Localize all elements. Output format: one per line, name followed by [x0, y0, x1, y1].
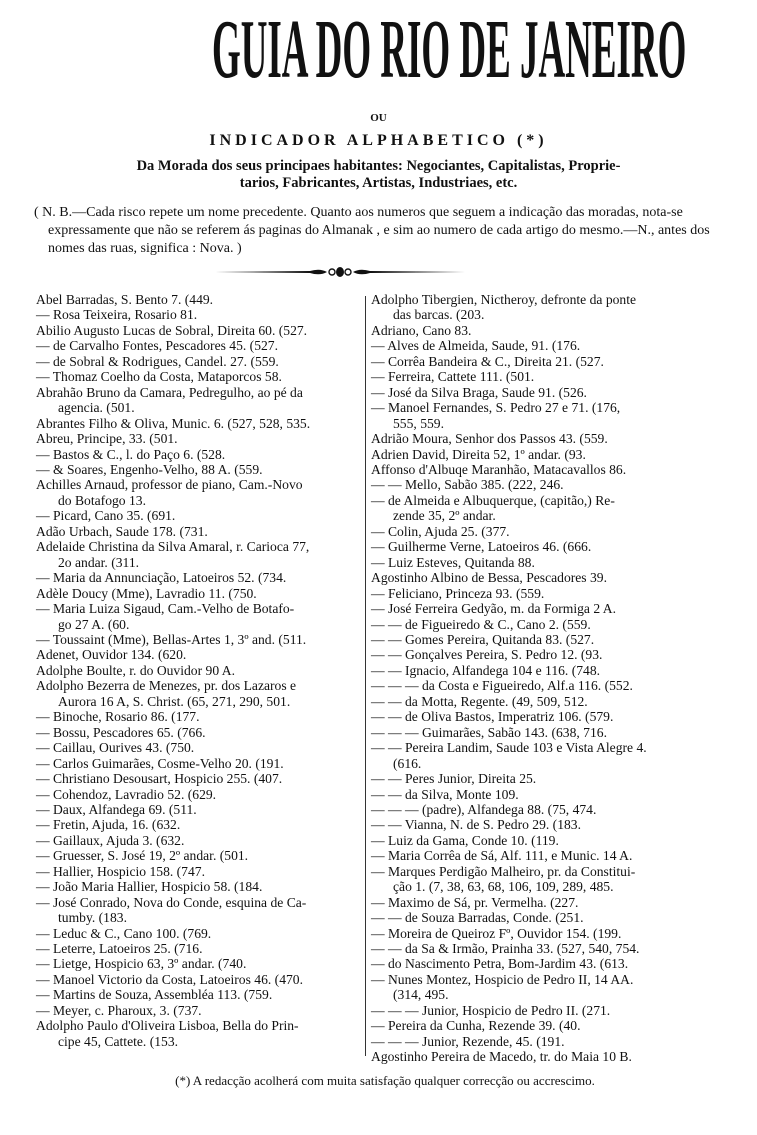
directory-entry [36, 570, 360, 585]
directory-entry [36, 586, 360, 601]
directory-entry [371, 524, 747, 539]
directory-entry [36, 725, 360, 740]
subtitle-line: Da Morada dos seus principaes habitantes: Negociantes, Capitalistas, Proprie- [136, 158, 621, 174]
entry-line: — Corrêa Bandeira & C., Direita 21. (527. [371, 353, 604, 369]
directory-entry [36, 756, 360, 771]
entry-line: — Martins de Souza, Assembléa 113. (759. [36, 987, 273, 1003]
entry-line: — Luiz Esteves, Quitanda 88. [371, 554, 535, 570]
entry-continuation: 555, 559. [393, 415, 444, 431]
entry-line: — de Carvalho Fontes, Pescadores 45. (527. [36, 338, 278, 354]
directory-entry [36, 771, 360, 786]
directory-entry [36, 787, 360, 802]
directory-entry [371, 941, 747, 956]
entry-line: Adolpho Paulo d'Oliveira Lisboa, Bella do Prin- [36, 1018, 299, 1034]
directory-entry [36, 307, 360, 322]
directory-entry [36, 848, 360, 863]
directory-entry [371, 385, 747, 400]
entry-line: — Guilherme Verne, Latoeiros 46. (666. [371, 539, 592, 555]
directory-entry [36, 1018, 360, 1049]
entry-line: — — da Silva, Monte 109. [371, 786, 519, 802]
entry-line: — — Mello, Sabão 385. (222, 246. [371, 477, 564, 493]
entry-line: — Carlos Guimarães, Cosme-Velho 20. (191. [36, 755, 284, 771]
entry-line: — Cohendoz, Lavradio 52. (629. [36, 786, 217, 802]
directory-entry [371, 895, 747, 910]
entry-line: Adrien David, Direita 52, 1º andar. (93. [371, 446, 586, 462]
directory-entry [36, 941, 360, 956]
directory-entry [36, 833, 360, 848]
directory-entry [36, 292, 360, 307]
entry-line: — Caillau, Ourives 43. (750. [36, 740, 195, 756]
directory-entry [371, 956, 747, 971]
entry-line: Adrião Moura, Senhor dos Passos 43. (559. [371, 431, 608, 447]
entry-line: — de Almeida e Albuquerque, (capitão,) Re- [371, 492, 615, 508]
entry-line: — — de Souza Barradas, Conde. (251. [371, 910, 584, 926]
entry-line: Agostinho Albino de Bessa, Pescadores 39. [371, 570, 607, 586]
entry-line: — & Soares, Engenho-Velho, 88 A. (559. [36, 461, 263, 477]
entry-continuation: das barcas. (203. [393, 307, 485, 323]
directory-entry [36, 740, 360, 755]
entry-line: — Moreira de Queiroz Fº, Ouvidor 154. (199. [371, 925, 622, 941]
directory-entry [36, 354, 360, 369]
section-heading: INDICADOR ALPHABETICO (*) [209, 132, 548, 149]
directory-entry [371, 709, 747, 724]
entry-line: — Colin, Ajuda 25. (377. [371, 523, 510, 539]
directory-entry [371, 632, 747, 647]
directory-entry [371, 647, 747, 662]
entry-line: — — — Junior, Hospicio de Pedro II. (271. [371, 1002, 611, 1018]
entry-line: Abrantes Filho & Oliva, Munic. 6. (527, 528, 535. [36, 415, 311, 431]
directory-entry [371, 1034, 747, 1049]
entry-line: — Pereira da Cunha, Rezende 39. (40. [371, 1018, 581, 1034]
entry-line: Abreu, Principe, 33. (501. [36, 431, 178, 447]
entry-line: — — de Figueiredo & C., Cano 2. (559. [371, 616, 591, 632]
directory-entry [36, 323, 360, 338]
directory-entry [371, 926, 747, 941]
directory-entry [36, 678, 360, 709]
entry-line: — Gruesser, S. José 19, 2º andar. (501. [36, 848, 249, 864]
footnote: (*) A redacção acolherá com muita satisfação qualquer correcção ou accrescimo. [175, 1073, 595, 1088]
directory-entry [371, 369, 747, 384]
directory-entry [371, 539, 747, 554]
entry-continuation: Aurora 16 A, S. Christ. (65, 271, 290, 501. [58, 693, 291, 709]
entry-line: — — Gomes Pereira, Quitanda 83. (527. [371, 631, 595, 647]
directory-entry [36, 972, 360, 987]
directory-entry [36, 524, 360, 539]
directory-entry [371, 864, 747, 895]
entry-line: — Christiano Desousart, Hospicio 255. (407. [36, 771, 283, 787]
entry-continuation: go 27 A. (60. [58, 616, 130, 632]
entry-line: — de Sobral & Rodrigues, Candel. 27. (559. [36, 353, 279, 369]
directory-entry [36, 477, 360, 508]
directory-entry [36, 895, 360, 926]
directory-entry [36, 987, 360, 1002]
directory-entry [371, 292, 747, 323]
entry-line: — Hallier, Hospicio 158. (747. [36, 863, 205, 879]
directory-entry [371, 972, 747, 1003]
right-column [371, 292, 747, 1065]
directory-entry [36, 864, 360, 879]
directory-entry [371, 447, 747, 462]
entry-line: — José Ferreira Gedyão, m. da Formiga 2 A. [371, 601, 617, 617]
directory-entry [371, 570, 747, 585]
directory-entry [371, 617, 747, 632]
entry-line: — Binoche, Rosario 86. (177. [36, 709, 200, 725]
entry-continuation: (314, 495. [393, 987, 449, 1003]
directory-entry [371, 555, 747, 570]
entry-line: — Maria Corrêa de Sá, Alf. 111, e Munic. 14 A. [371, 848, 633, 864]
note-text: ( N. B.—Cada risco repete um nome precedente. Quanto aos numeros que seguem a indicação das moradas, nota-se expressamente que não se referem ás paginas do Almanak , e sim ao numero de cada artigo do mesmo.—N., antes dos nomes das ruas, significa : Nova. ) [34, 205, 710, 256]
directory-entry [36, 709, 360, 724]
entry-line: — Bossu, Pescadores 65. (766. [36, 724, 206, 740]
entry-continuation: ção 1. (7, 38, 63, 68, 106, 109, 289, 485. [393, 879, 614, 895]
directory-entry [371, 323, 747, 338]
directory-entry [36, 802, 360, 817]
entry-line: Achilles Arnaud, professor de piano, Cam.-Novo [36, 477, 303, 493]
editorial-note [34, 204, 739, 258]
ornament-divider [215, 266, 465, 278]
entry-line: — José da Silva Braga, Saude 91. (526. [371, 384, 587, 400]
entry-continuation: agencia. (501. [58, 400, 135, 416]
entry-line: — Thomaz Coelho da Costa, Mataporcos 58. [36, 369, 282, 385]
entry-line: Adão Urbach, Saude 178. (731. [36, 523, 208, 539]
directory-entry [371, 354, 747, 369]
entry-line: — — — Junior, Rezende, 45. (191. [371, 1033, 565, 1049]
directory-entry [36, 647, 360, 662]
directory-entry [371, 910, 747, 925]
directory-entry [36, 926, 360, 941]
directory-entry [36, 369, 360, 384]
entry-line: — Picard, Cano 35. (691. [36, 508, 176, 524]
entry-line: Agostinho Pereira de Macedo, tr. do Maia 10 B. [371, 1049, 632, 1065]
directory-entry [371, 771, 747, 786]
directory-entry [371, 817, 747, 832]
entry-continuation: cipe 45, Cattete. (153. [58, 1033, 179, 1049]
entry-line: Adenet, Ouvidor 134. (620. [36, 647, 187, 663]
entry-line: — Maximo de Sá, pr. Vermelha. (227. [371, 894, 579, 910]
directory-entry [371, 848, 747, 863]
entry-line: — Bastos & C., l. do Paço 6. (528. [36, 446, 226, 462]
directory-entry [371, 462, 747, 477]
directory-entry [371, 678, 747, 693]
entry-line: — Ferreira, Cattete 111. (501. [371, 369, 535, 385]
entry-line: Abilio Augusto Lucas de Sobral, Direita 60. (527. [36, 322, 308, 338]
entry-line: — — Gonçalves Pereira, S. Pedro 12. (93. [371, 647, 603, 663]
directory-entry [371, 787, 747, 802]
directory-entry [36, 817, 360, 832]
directory-entry [371, 833, 747, 848]
directory-entry [371, 663, 747, 678]
directory-entry [36, 539, 360, 570]
directory-entry [36, 447, 360, 462]
directory-entry [36, 1003, 360, 1018]
entry-line: — Feliciano, Princeza 93. (559. [371, 585, 545, 601]
entry-line: — Alves de Almeida, Saude, 91. (176. [371, 338, 581, 354]
entry-line: — Daux, Alfandega 69. (511. [36, 801, 197, 817]
entry-line: — José Conrado, Nova do Conde, esquina de Ca- [36, 894, 307, 910]
entry-line: Adriano, Cano 83. [371, 322, 472, 338]
directory-entry [36, 385, 360, 416]
entry-line: Adolphe Boulte, r. do Ouvidor 90 A. [36, 662, 235, 678]
entry-line: — — Vianna, N. de S. Pedro 29. (183. [371, 817, 581, 833]
title-conjunction: OU [370, 112, 387, 124]
directory-entry [36, 416, 360, 431]
entry-line: — Manoel Victorio da Costa, Latoeiros 46. (470. [36, 971, 303, 987]
entry-line: — — Peres Junior, Direita 25. [371, 771, 537, 787]
entry-line: — — de Oliva Bastos, Imperatriz 106. (579. [371, 709, 614, 725]
directory-entry [371, 1003, 747, 1018]
directory-entry [36, 601, 360, 632]
directory-entry [371, 338, 747, 353]
directory-entry [371, 493, 747, 524]
directory-entry [36, 879, 360, 894]
entry-line: — Manoel Fernandes, S. Pedro 27 e 71. (176, [371, 400, 621, 416]
left-column [36, 292, 360, 1049]
entry-line: — — da Sa & Irmão, Prainha 33. (527, 540, 754. [371, 941, 640, 957]
directory-entry [36, 508, 360, 523]
directory-entry [371, 400, 747, 431]
entry-line: — Luiz da Gama, Conde 10. (119. [371, 832, 559, 848]
entry-line: — do Nascimento Petra, Bom-Jardim 43. (613. [371, 956, 629, 972]
entry-line: Adèle Doucy (Mme), Lavradio 11. (750. [36, 585, 257, 601]
entry-line: Abel Barradas, S. Bento 7. (449. [36, 292, 214, 307]
entry-line: — Maria da Annunciação, Latoeiros 52. (734. [36, 570, 287, 586]
entry-line: — Gaillaux, Ajuda 3. (632. [36, 832, 185, 848]
entry-line: Adolpho Tibergien, Nictheroy, defronte da ponte [371, 292, 637, 307]
entry-line: Affonso d'Albuqe Maranhão, Matacavallos 86. [371, 461, 627, 477]
entry-continuation: tumby. (183. [58, 910, 127, 926]
entry-line: — — Ignacio, Alfandega 104 e 116. (748. [371, 662, 601, 678]
directory-entry [371, 586, 747, 601]
entry-line: Adelaide Christina da Silva Amaral, r. Carioca 77, [36, 539, 310, 555]
entry-line: Adolpho Bezerra de Menezes, pr. dos Lazaros e [36, 678, 297, 694]
directory-entry [36, 632, 360, 647]
directory-entry [371, 725, 747, 740]
entry-line: — Fretin, Ajuda, 16. (632. [36, 817, 181, 833]
directory-entry [371, 1018, 747, 1033]
entry-line: — Nunes Montez, Hospicio de Pedro II, 14 AA. [371, 971, 634, 987]
entry-line: — Maria Luiza Sigaud, Cam.-Velho de Botafo- [36, 601, 295, 617]
entry-line: — Leterre, Latoeiros 25. (716. [36, 941, 203, 957]
directory-entry [36, 338, 360, 353]
entry-continuation: do Botafogo 13. [58, 492, 146, 508]
entry-continuation: (616. [393, 755, 422, 771]
directory-entry [371, 601, 747, 616]
directory-entry [36, 956, 360, 971]
directory-entry [371, 740, 747, 771]
entry-line: — — Pereira Landim, Saude 103 e Vista Alegre 4. [371, 740, 647, 756]
entry-continuation: zende 35, 2º andar. [393, 508, 496, 524]
directory-entry [36, 431, 360, 446]
entry-line: — João Maria Hallier, Hospicio 58. (184. [36, 879, 263, 895]
entry-line: — Leduc & C., Cano 100. (769. [36, 925, 212, 941]
entry-line: — — — (padre), Alfandega 88. (75, 474. [371, 801, 597, 817]
entry-line: — Marques Perdigão Malheiro, pr. da Constitui- [371, 863, 636, 879]
directory-entry [371, 802, 747, 817]
subtitle-line: tarios, Fabricantes, Artistas, Industriaes, etc. [239, 175, 518, 191]
entry-line: — Lietge, Hospicio 63, 3º andar. (740. [36, 956, 247, 972]
entry-line: — Toussaint (Mme), Bellas-Artes 1, 3º and. (511. [36, 631, 307, 647]
page-title: GUIA DO RIO DE JANEIRO [211, 3, 687, 96]
directory-entry [371, 1049, 747, 1064]
entry-line: — — — Guimarães, Sabão 143. (638, 716. [371, 724, 607, 740]
column-divider [365, 296, 366, 1056]
directory-entry [371, 694, 747, 709]
entry-line: Abrahão Bruno da Camara, Pedregulho, ao pé da [36, 384, 303, 400]
directory-entry [36, 462, 360, 477]
directory-entry [36, 663, 360, 678]
entry-line: — — da Motta, Regente. (49, 509, 512. [371, 693, 588, 709]
entry-continuation: 2o andar. (311. [58, 554, 140, 570]
entry-line: — Meyer, c. Pharoux, 3. (737. [36, 1002, 202, 1018]
subtitle [20, 158, 737, 192]
directory-entry [371, 431, 747, 446]
entry-line: — Rosa Teixeira, Rosario 81. [36, 307, 198, 323]
entry-line: — — — da Costa e Figueiredo, Alf.a 116. (552. [371, 678, 633, 694]
directory-entry [371, 477, 747, 492]
